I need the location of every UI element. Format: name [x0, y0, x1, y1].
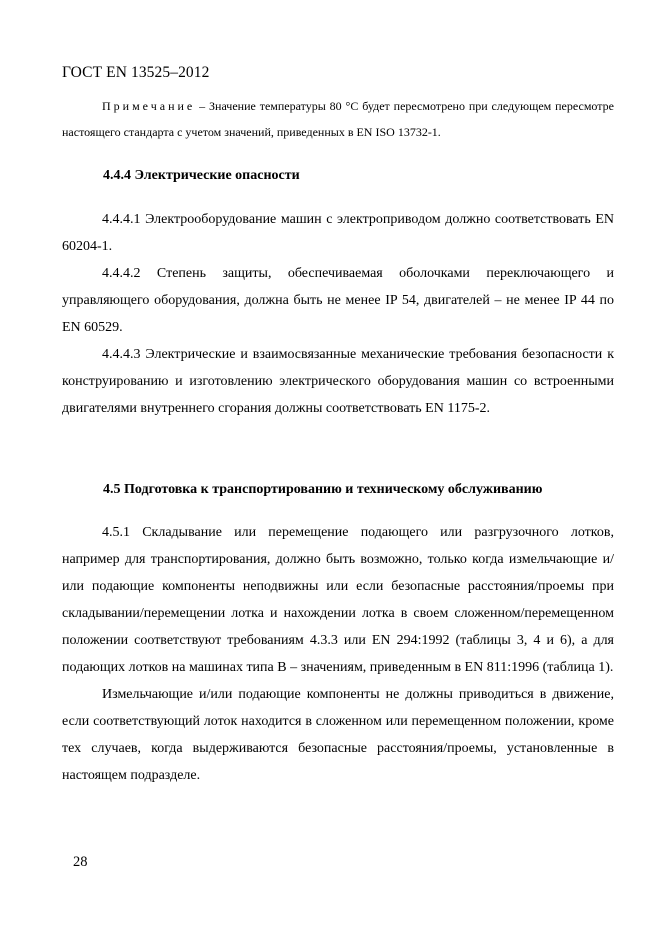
- note-text: – Значение температуры 80 °С будет пересмотрено при следующем пересмотре настоящего стандарта с учетом значений, приведенных в EN ISO 13732-1.: [62, 99, 614, 139]
- section-4-5-body: [62, 519, 614, 789]
- section-heading-4-5: 4.5 Подготовка к транспортированию и техническому обслуживанию: [103, 482, 543, 497]
- note-paragraph: [62, 93, 614, 145]
- paragraph-4-5-1: 4.5.1 Складывание или перемещение подающего или разгрузочного лотков, например для транспортирования, должно быть возможно, только когда измельчающие и/или подающие компоненты неподвижны или если безопасные расстояния/проемы при складывании/перемещении лотка и нахождении лотка в своем сложенном/перемещенном положении соответствуют требованиям 4.3.3 или EN 294:1992 (таблицы 3, 4 и 6), а для подающих лотков на машинах типа В – значениям, приведенным в EN 811:1996 (таблица 1).: [62, 525, 614, 675]
- page-number: 28: [73, 854, 88, 870]
- note-label: Примечание: [102, 99, 196, 113]
- paragraph-4-4-4-1: 4.4.4.1 Электрооборудование машин с электроприводом должно соответствовать EN 60204-1.: [62, 212, 614, 254]
- standard-header: ГОСТ EN 13525–2012: [62, 64, 210, 81]
- paragraph-4-5-1-cont: Измельчающие и/или подающие компоненты не должны приводиться в движение, если соответствующий лоток находится в сложенном или перемещенном положении, кроме тех случаев, когда выдерживаются безопасные расстояния/проемы, установленные в настоящем подразделе.: [62, 687, 614, 783]
- paragraph-4-4-4-3: 4.4.4.3 Электрические и взаимосвязанные механические требования безопасности к конструированию и изготовлению электрического оборудования машин со встроенными двигателями внутреннего сгорания должны соответствовать EN 1175-2.: [62, 347, 614, 416]
- section-4-4-4-body: [62, 206, 614, 422]
- paragraph-4-4-4-2: 4.4.4.2 Степень защиты, обеспечиваемая оболочками переключающего и управляющего оборудования, должна быть не менее IP 54, двигателей – не менее IP 44 по EN 60529.: [62, 266, 614, 335]
- section-heading-4-4-4: 4.4.4 Электрические опасности: [103, 168, 300, 183]
- note-block: [62, 93, 614, 145]
